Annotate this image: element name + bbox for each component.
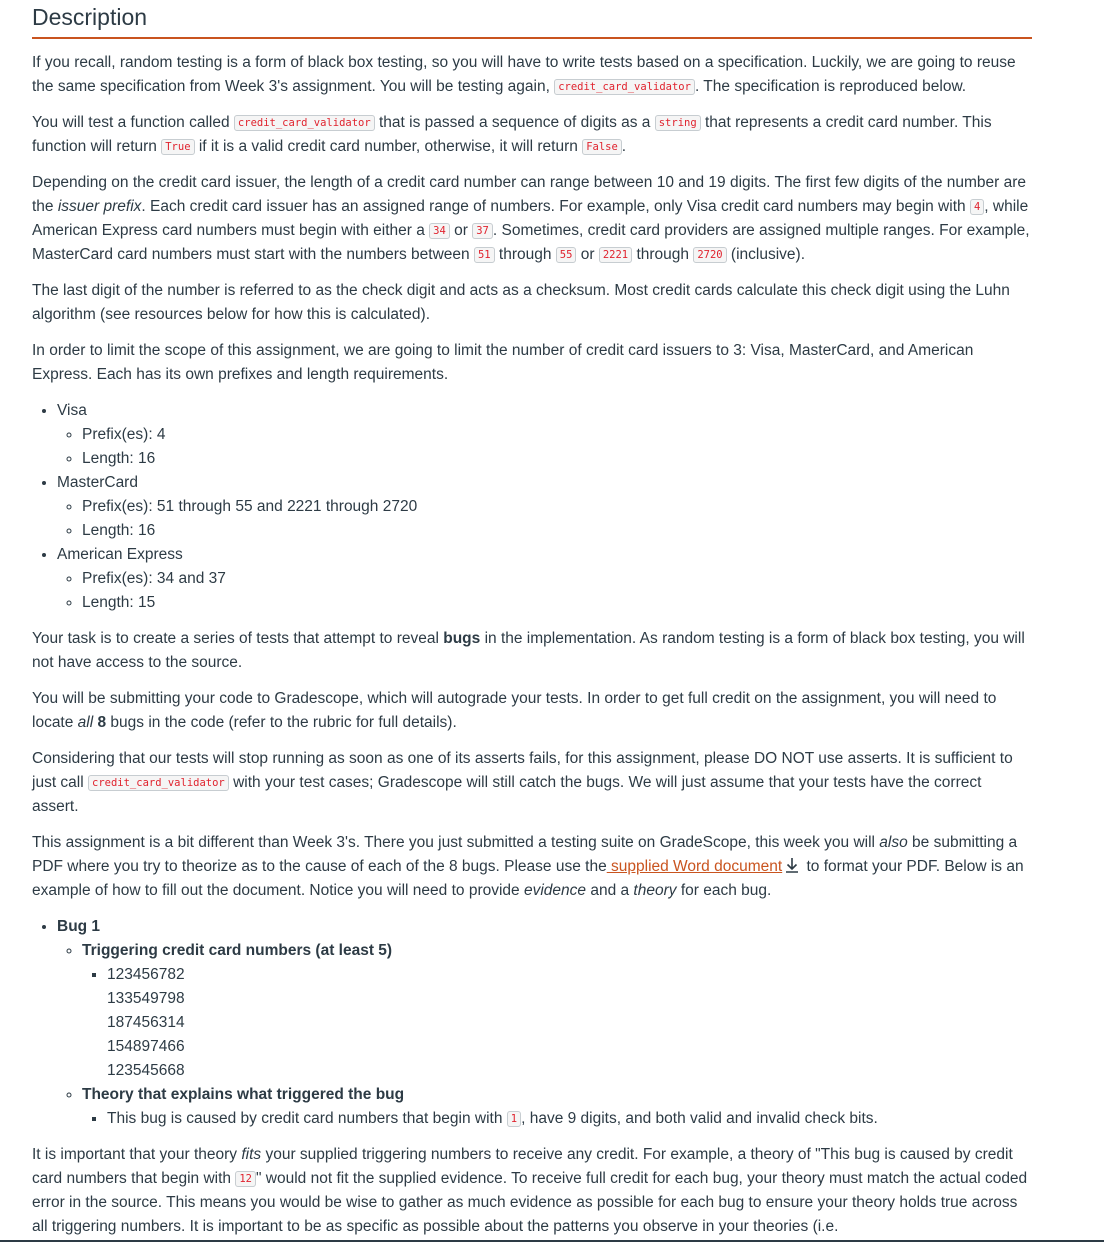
code-prefix-12: 12 <box>235 1171 256 1187</box>
code-prefix-51: 51 <box>474 247 495 263</box>
code-credit-card-validator: credit_card_validator <box>234 115 375 131</box>
list-item: ◦ Prefix(es): 51 through 55 and 2221 through 2720 <box>82 495 1032 519</box>
list-item: ◦ Triggering credit card numbers (at least 5) ▪ 123456782 133549798 187456314 154897466 123545668 <box>82 939 1032 1083</box>
paragraph-issuer-prefix: Depending on the credit card issuer, the length of a credit card number can range between 10 and 19 digits. The first few digits of the number are the issuer prefix. Each credit card issuer has an assigned range of numbers. For example, only Visa credit card numbers may begin with 4 , while American Express card numbers must begin with either a 34 or 37 . Sometimes, credit card providers are assigned multiple ranges. For example, MasterCard card numbers must start with the numbers between 51 through 55 or 2221 through 2720 (inclusive). <box>32 174 1030 263</box>
section-heading: Description <box>32 0 1032 39</box>
paragraph-check-digit: The last digit of the number is referred to as the check digit and acts as a checksum. Most credit cards calculate this check digit using the Luhn algorithm (see resources below for how this is calculated). <box>32 282 1010 323</box>
paragraph-gradescope: You will be submitting your code to Gradescope, which will autograde your tests. In order to get full credit on the assignment, you will need to locate all 8 bugs in the code (refer to the rubric for full details). <box>32 690 997 731</box>
code-prefix-4: 4 <box>970 199 984 215</box>
code-prefix-55: 55 <box>556 247 577 263</box>
list-item: • American Express ◦ Prefix(es): 34 and 37 ◦ Length: 15 <box>57 543 1032 615</box>
list-item: ◦ Prefix(es): 4 <box>82 423 1032 447</box>
triggering-number: 123545668 <box>107 1062 185 1079</box>
triggering-number: 187456314 <box>107 1014 185 1031</box>
paragraph-function: You will test a function called credit_card_validator that is passed a sequence of digits as a string that represents a credit card number. This function will return True if it is a valid credit card number, otherwise, it will return False . <box>32 114 992 155</box>
list-item: ◦ Length: 16 <box>82 447 1032 471</box>
code-true: True <box>161 139 194 155</box>
triggering-number: 154897466 <box>107 1038 185 1055</box>
code-credit-card-validator: credit_card_validator <box>554 79 695 95</box>
list-item <box>107 963 1032 1083</box>
paragraph-pdf: This assignment is a bit different than Week 3's. There you just submitted a testing suite on GradeScope, this week you will also be submitting a PDF where you try to theorize as to the cause of each of the 8 bugs. Please use the supplied Word document to format your PDF. Below is an example of how to fill out the document. Notice you will need to provide evidence and a theory for each bug. <box>32 834 1024 899</box>
code-string: string <box>655 115 701 131</box>
paragraph-scope: In order to limit the scope of this assignment, we are going to limit the number of credit card issuers to 3: Visa, MasterCard, and American Express. Each has its own prefixes and length requirements. <box>32 342 974 383</box>
code-prefix-1: 1 <box>507 1111 521 1127</box>
paragraph-theory-fit: It is important that your theory fits your supplied triggering numbers to receive any credit. For example, a theory of "This bug is caused by credit card numbers that begin with 12 " would not fit the supplied evidence. To receive full credit for each bug, your theory must match the actual coded error in the source. This means you would be wise to gather as much evidence as possible for each bug to ensure your theory holds true across all triggering numbers. It is important to be as specific as possible about the patterns you observe in your theories (i.e. <box>32 1146 1028 1235</box>
supplied-word-document-link[interactable]: supplied Word document <box>606 858 783 875</box>
code-prefix-34: 34 <box>429 223 450 239</box>
code-prefix-2221: 2221 <box>599 247 632 263</box>
triggering-number: 133549798 <box>107 990 185 1007</box>
list-item: ◦ Theory that explains what triggered the bug ▪ This bug is caused by credit card numbers that begin with 1 , have 9 digits, and both valid and invalid check bits. <box>82 1083 1032 1131</box>
list-item: • Visa ◦ Prefix(es): 4 ◦ Length: 16 <box>57 399 1032 471</box>
list-item: ◦ Length: 15 <box>82 591 1032 615</box>
list-item: ◦ Prefix(es): 34 and 37 <box>82 567 1032 591</box>
paragraph-asserts: Considering that our tests will stop running as soon as one of its asserts fails, for this assignment, please DO NOT use asserts. It is sufficient to just call credit_card_validator with your test cases; Gradescope will still catch the bugs. We will just assume that your tests have the correct assert. <box>32 750 1013 815</box>
bug-example-list <box>32 915 1032 1131</box>
code-prefix-2720: 2720 <box>693 247 726 263</box>
code-credit-card-validator: credit_card_validator <box>88 775 229 791</box>
download-icon[interactable] <box>784 857 800 873</box>
issuer-list <box>32 399 1032 615</box>
list-item: • MasterCard ◦ Prefix(es): 51 through 55 and 2221 through 2720 ◦ Length: 16 <box>57 471 1032 543</box>
list-item: ◦ Length: 16 <box>82 519 1032 543</box>
list-item: ▪ This bug is caused by credit card numbers that begin with 1 , have 9 digits, and both valid and invalid check bits. <box>107 1107 1032 1131</box>
code-false: False <box>582 139 622 155</box>
list-item: • Bug 1 ◦ Triggering credit card numbers (at least 5) ▪ 123456782 133549798 187456314 154897466 123545668 ◦ Theory that explains what triggered the bug ▪ This bug is caused by credit card numbers that begin with 1 , have 9 digits, and both valid and invalid check bits. <box>57 915 1032 1131</box>
paragraph-intro: If you recall, random testing is a form of black box testing, so you will have to write tests based on a specification. Luckily, we are going to reuse the same specification from Week 3's assignment. You will be testing again, credit_card_validator . The specification is reproduced below. <box>32 54 1016 95</box>
triggering-number: ▪ 123456782 <box>107 966 185 983</box>
bottom-divider <box>0 1240 1104 1242</box>
code-prefix-37: 37 <box>472 223 493 239</box>
assignment-content <box>32 0 1032 1251</box>
paragraph-task: Your task is to create a series of tests that attempt to reveal bugs in the implementation. As random testing is a form of black box testing, you will not have access to the source. <box>32 630 1025 671</box>
